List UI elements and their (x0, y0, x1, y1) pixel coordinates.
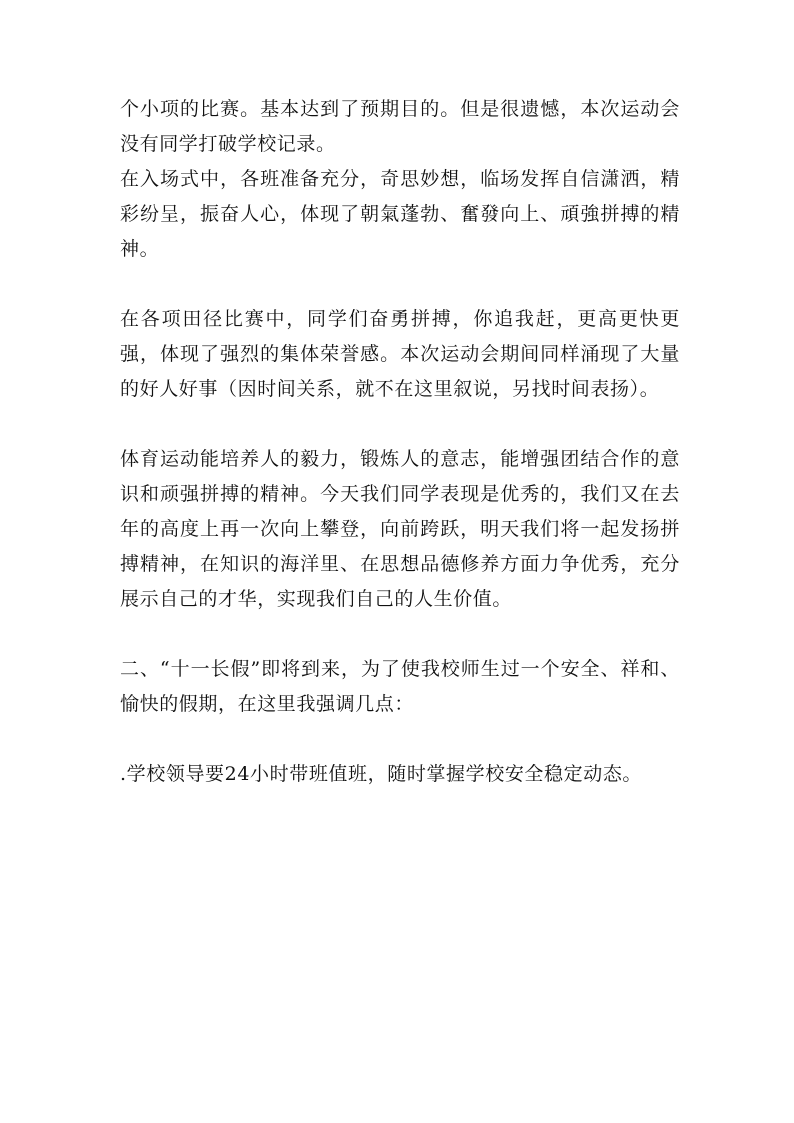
paragraph-spacer (120, 722, 680, 757)
paragraph-sports-value: 体育运动能培养人的毅力，锻炼人的意志，能增强团结合作的意识和顽强拼搏的精神。今天我们同学表现是优秀的，我们又在去年的高度上再一次向上攀登，向前跨跃，明天我们将一起发扬拼搏精神，在知识的海洋里、在思想品德修养方面力争优秀，充分展示自己的才华，实现我们自己的人生价值。 (120, 448, 680, 610)
paragraph-holiday-notice: 二、“十一长假”即将到来，为了使我校师生过一个安全、祥和、愉快的假期，在这里我强调几点： (120, 658, 680, 715)
paragraph-track-field: 在各项田径比赛中，同学们奋勇拼搏，你追我赶，更高更快更强，体现了强烈的集体荣誉感。本次运动会期间同样涌现了大量的好人好事（因时间关系，就不在这里叙说，另找时间表扬）。 (120, 308, 680, 400)
paragraph-spacer (120, 617, 680, 652)
paragraph-opening-ceremony: 在入场式中，各班准备充分，奇思妙想，临场发挥自信潇洒，精彩纷呈，振奋人心，体现了朝氣蓬勃、奮發向上、頑強拼搏的精神。 (120, 168, 680, 260)
document-body (120, 92, 680, 792)
paragraph-spacer (120, 407, 680, 442)
paragraph-competition-summary: 个小项的比赛。基本达到了预期目的。但是很遗憾，本次运动会没有同学打破学校记录。 (120, 98, 680, 155)
paragraph-duty-requirement: .学校领导要24小时带班值班，随时掌握学校安全稳定动态。 (120, 763, 643, 785)
paragraph-spacer (120, 267, 680, 302)
